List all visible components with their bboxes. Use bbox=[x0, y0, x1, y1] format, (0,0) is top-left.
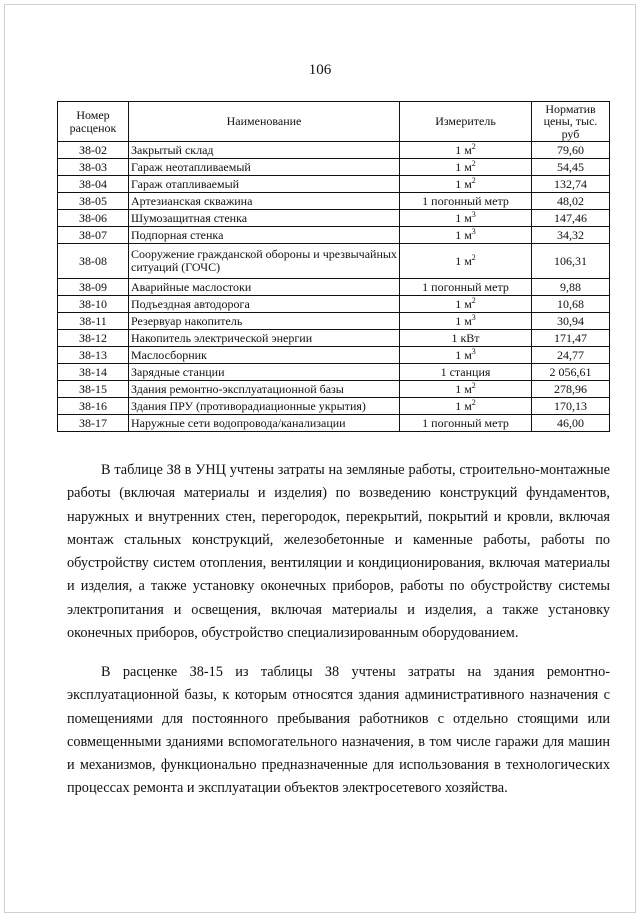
cell-unit-text: 1 погонный метр bbox=[422, 415, 509, 430]
cell-code bbox=[58, 142, 129, 159]
cell-price-text: 79,60 bbox=[557, 142, 584, 157]
header-code: Номер расценок bbox=[58, 102, 129, 142]
cell-price bbox=[532, 279, 610, 296]
cell-price-text: 54,45 bbox=[557, 159, 584, 174]
unit-exponent: 2 bbox=[471, 397, 476, 407]
cell-code bbox=[58, 381, 129, 398]
cell-code bbox=[58, 398, 129, 415]
unit-exponent: 2 bbox=[471, 252, 476, 262]
unit-exponent: 3 bbox=[471, 209, 476, 219]
table-row bbox=[58, 330, 610, 347]
cell-price-text: 106,31 bbox=[554, 253, 587, 268]
cell-name-text: Здания ПРУ (противорадиационные укрытия) bbox=[131, 398, 366, 413]
cell-name bbox=[129, 364, 400, 381]
unit-exponent: 2 bbox=[471, 141, 476, 151]
cell-unit bbox=[400, 193, 532, 210]
cell-code-text: З8-11 bbox=[79, 313, 107, 328]
table-row bbox=[58, 193, 610, 210]
cell-unit-text: 1 погонный метр bbox=[422, 193, 509, 208]
cell-name-text: Гараж неотапливаемый bbox=[131, 159, 251, 174]
header-unit: Измеритель bbox=[400, 102, 532, 142]
header-name: Наименование bbox=[129, 102, 400, 142]
cell-unit bbox=[400, 330, 532, 347]
cell-price-text: 2 056,61 bbox=[549, 364, 592, 379]
unit-exponent: 3 bbox=[471, 312, 476, 322]
table-row bbox=[58, 176, 610, 193]
cell-price bbox=[532, 244, 610, 279]
cell-unit-text: 1 кВт bbox=[451, 330, 480, 345]
cell-name bbox=[129, 381, 400, 398]
cell-unit bbox=[400, 398, 532, 415]
cell-unit bbox=[400, 296, 532, 313]
cell-price bbox=[532, 398, 610, 415]
table-row bbox=[58, 159, 610, 176]
paragraph-1-block bbox=[67, 459, 610, 645]
cell-name bbox=[129, 193, 400, 210]
rates-table bbox=[57, 101, 610, 432]
cell-unit bbox=[400, 244, 532, 279]
cell-unit-text: 1 м bbox=[455, 176, 472, 191]
cell-name bbox=[129, 415, 400, 432]
cell-name-text: Зарядные станции bbox=[131, 364, 225, 379]
page-number: 106 bbox=[308, 62, 332, 78]
table-row bbox=[58, 415, 610, 432]
cell-unit-text: 1 м bbox=[455, 347, 472, 362]
paragraph: В расценке З8-15 из таблицы З8 учтены затраты на здания ремонтно-эксплуатационной базы, к которым относятся здания административного назначения с помещениями для постоянного пребывания работников с отдельно стоящими или совмещенными зданиями вспомогательного назначения, в том числе гаражи для машин и механизмов, функционально предназначенные для использования в технологических процессах ремонта и эксплуатации объектов электросетевого хозяйства. bbox=[67, 664, 610, 797]
cell-code bbox=[58, 176, 129, 193]
cell-code bbox=[58, 159, 129, 176]
table-row bbox=[58, 398, 610, 415]
cell-name-text: Резервуар накопитель bbox=[131, 313, 243, 328]
cell-name-text: Наружные сети водопровода/канализации bbox=[131, 415, 346, 430]
table-row bbox=[58, 347, 610, 364]
cell-price bbox=[532, 381, 610, 398]
cell-unit-text: 1 м bbox=[455, 227, 472, 242]
cell-price-text: 46,00 bbox=[557, 415, 584, 430]
cell-code-text: З8-03 bbox=[78, 159, 107, 174]
cell-name-text: Подъездная автодорога bbox=[131, 296, 250, 311]
cell-price-text: 171,47 bbox=[554, 330, 587, 345]
cell-name bbox=[129, 142, 400, 159]
unit-exponent: 2 bbox=[471, 295, 476, 305]
table-row bbox=[58, 244, 610, 279]
cell-name bbox=[129, 279, 400, 296]
cell-name bbox=[129, 176, 400, 193]
cell-price-text: 24,77 bbox=[557, 347, 584, 362]
cell-code bbox=[58, 210, 129, 227]
cell-name-text: Маслосборник bbox=[131, 347, 207, 362]
cell-code-text: З8-06 bbox=[78, 210, 107, 225]
cell-unit bbox=[400, 313, 532, 330]
cell-code-text: З8-10 bbox=[78, 296, 107, 311]
cell-name bbox=[129, 347, 400, 364]
cell-unit-text: 1 м bbox=[455, 253, 472, 268]
cell-name-text: Закрытый склад bbox=[131, 142, 214, 157]
cell-unit bbox=[400, 364, 532, 381]
table-row bbox=[58, 279, 610, 296]
cell-code-text: З8-14 bbox=[78, 364, 107, 379]
cell-unit bbox=[400, 279, 532, 296]
cell-unit bbox=[400, 176, 532, 193]
unit-exponent: 2 bbox=[471, 380, 476, 390]
cell-unit bbox=[400, 210, 532, 227]
cell-name bbox=[129, 330, 400, 347]
cell-unit-text: 1 м bbox=[455, 210, 472, 225]
cell-name-text: Накопитель электрической энергии bbox=[131, 330, 313, 345]
header-price: Норматив цены, тыс. руб bbox=[532, 102, 610, 142]
cell-name-text: Аварийные маслостоки bbox=[131, 279, 252, 294]
table-row bbox=[58, 210, 610, 227]
cell-name bbox=[129, 313, 400, 330]
cell-name-text: Подпорная стенка bbox=[131, 227, 224, 242]
cell-price bbox=[532, 347, 610, 364]
cell-code bbox=[58, 364, 129, 381]
table-row bbox=[58, 142, 610, 159]
cell-code-text: З8-16 bbox=[78, 398, 107, 413]
cell-code-text: З8-09 bbox=[78, 279, 107, 294]
cell-price bbox=[532, 364, 610, 381]
cell-price-text: 132,74 bbox=[554, 176, 587, 191]
cell-price bbox=[532, 176, 610, 193]
cell-unit bbox=[400, 347, 532, 364]
cell-name bbox=[129, 210, 400, 227]
cell-price bbox=[532, 227, 610, 244]
cell-name-text: Артезианская скважина bbox=[131, 193, 253, 208]
table-row bbox=[58, 227, 610, 244]
unit-exponent: 2 bbox=[471, 175, 476, 185]
cell-unit-text: 1 м bbox=[455, 159, 472, 174]
cell-unit-text: 1 м bbox=[455, 381, 472, 396]
table-row bbox=[58, 364, 610, 381]
cell-price bbox=[532, 159, 610, 176]
cell-price-text: 9,88 bbox=[560, 279, 581, 294]
paragraph: В таблице З8 в УНЦ учтены затраты на земляные работы, строительно-монтажные работы (включая материалы и изделия) по возведению конструкций фундаментов, наружных и внутренних стен, перегородок, перекрытий, покрытий и кровли, включая монтаж стальных конструкций, железобетонные и каменные работы, работы по обустройству систем отопления, вентиляции и кондиционирования, включая материалы и изделия, а также установку оконечных приборов, работы по обустройству системы электропитания и освещения, включая материалы и изделия, а также установку оконечных приборов, обустройство специализированным оборудованием. bbox=[67, 462, 610, 642]
cell-name-text: Сооружение гражданской обороны и чрезвычайных ситуаций (ГОЧС) bbox=[131, 247, 397, 274]
cell-code bbox=[58, 415, 129, 432]
cell-code-text: З8-05 bbox=[78, 193, 107, 208]
cell-name bbox=[129, 398, 400, 415]
cell-name-text: Шумозащитная стенка bbox=[131, 210, 248, 225]
cell-unit-text: 1 погонный метр bbox=[422, 279, 509, 294]
cell-price bbox=[532, 193, 610, 210]
cell-name bbox=[129, 159, 400, 176]
cell-code bbox=[58, 193, 129, 210]
cell-unit-text: 1 м bbox=[455, 313, 472, 328]
paragraph-2-block bbox=[67, 661, 610, 801]
cell-price-text: 30,94 bbox=[557, 313, 584, 328]
cell-price-text: 48,02 bbox=[557, 193, 584, 208]
cell-price bbox=[532, 330, 610, 347]
cell-code bbox=[58, 330, 129, 347]
cell-unit-text: 1 м bbox=[455, 398, 472, 413]
cell-price-text: 278,96 bbox=[554, 381, 587, 396]
unit-exponent: 3 bbox=[471, 226, 476, 236]
table-row bbox=[58, 313, 610, 330]
unit-exponent: 3 bbox=[471, 346, 476, 356]
cell-unit bbox=[400, 415, 532, 432]
cell-code bbox=[58, 227, 129, 244]
cell-name-text: Гараж отапливаемый bbox=[131, 176, 240, 191]
cell-code-text: З8-13 bbox=[78, 347, 107, 362]
cell-code-text: З8-17 bbox=[78, 415, 107, 430]
cell-price bbox=[532, 296, 610, 313]
cell-price-text: 10,68 bbox=[557, 296, 584, 311]
table-header-row bbox=[58, 102, 610, 142]
cell-price bbox=[532, 142, 610, 159]
cell-unit-text: 1 м bbox=[455, 142, 472, 157]
cell-code bbox=[58, 313, 129, 330]
cell-code bbox=[58, 296, 129, 313]
table-row bbox=[58, 381, 610, 398]
table-row bbox=[58, 296, 610, 313]
cell-code-text: З8-15 bbox=[78, 381, 107, 396]
cell-price-text: 34,32 bbox=[557, 227, 584, 242]
cell-code-text: З8-07 bbox=[78, 227, 107, 242]
cell-code bbox=[58, 244, 129, 279]
cell-name bbox=[129, 296, 400, 313]
cell-unit-text: 1 м bbox=[455, 296, 472, 311]
table-body bbox=[58, 142, 610, 432]
cell-unit bbox=[400, 159, 532, 176]
cell-unit-text: 1 станция bbox=[440, 364, 491, 379]
cell-unit bbox=[400, 227, 532, 244]
cell-price bbox=[532, 415, 610, 432]
cell-code-text: З8-12 bbox=[78, 330, 107, 345]
cell-name-text: Здания ремонтно-эксплуатационной базы bbox=[131, 381, 344, 396]
cell-unit bbox=[400, 381, 532, 398]
cell-code-text: З8-08 bbox=[78, 253, 107, 268]
cell-price-text: 170,13 bbox=[554, 398, 587, 413]
cell-price bbox=[532, 313, 610, 330]
cell-code bbox=[58, 347, 129, 364]
cell-name bbox=[129, 244, 400, 279]
cell-code-text: З8-04 bbox=[78, 176, 107, 191]
cell-code-text: З8-02 bbox=[78, 142, 107, 157]
cell-price bbox=[532, 210, 610, 227]
cell-name bbox=[129, 227, 400, 244]
cell-code bbox=[58, 279, 129, 296]
cell-unit bbox=[400, 142, 532, 159]
unit-exponent: 2 bbox=[471, 158, 476, 168]
cell-price-text: 147,46 bbox=[554, 210, 587, 225]
